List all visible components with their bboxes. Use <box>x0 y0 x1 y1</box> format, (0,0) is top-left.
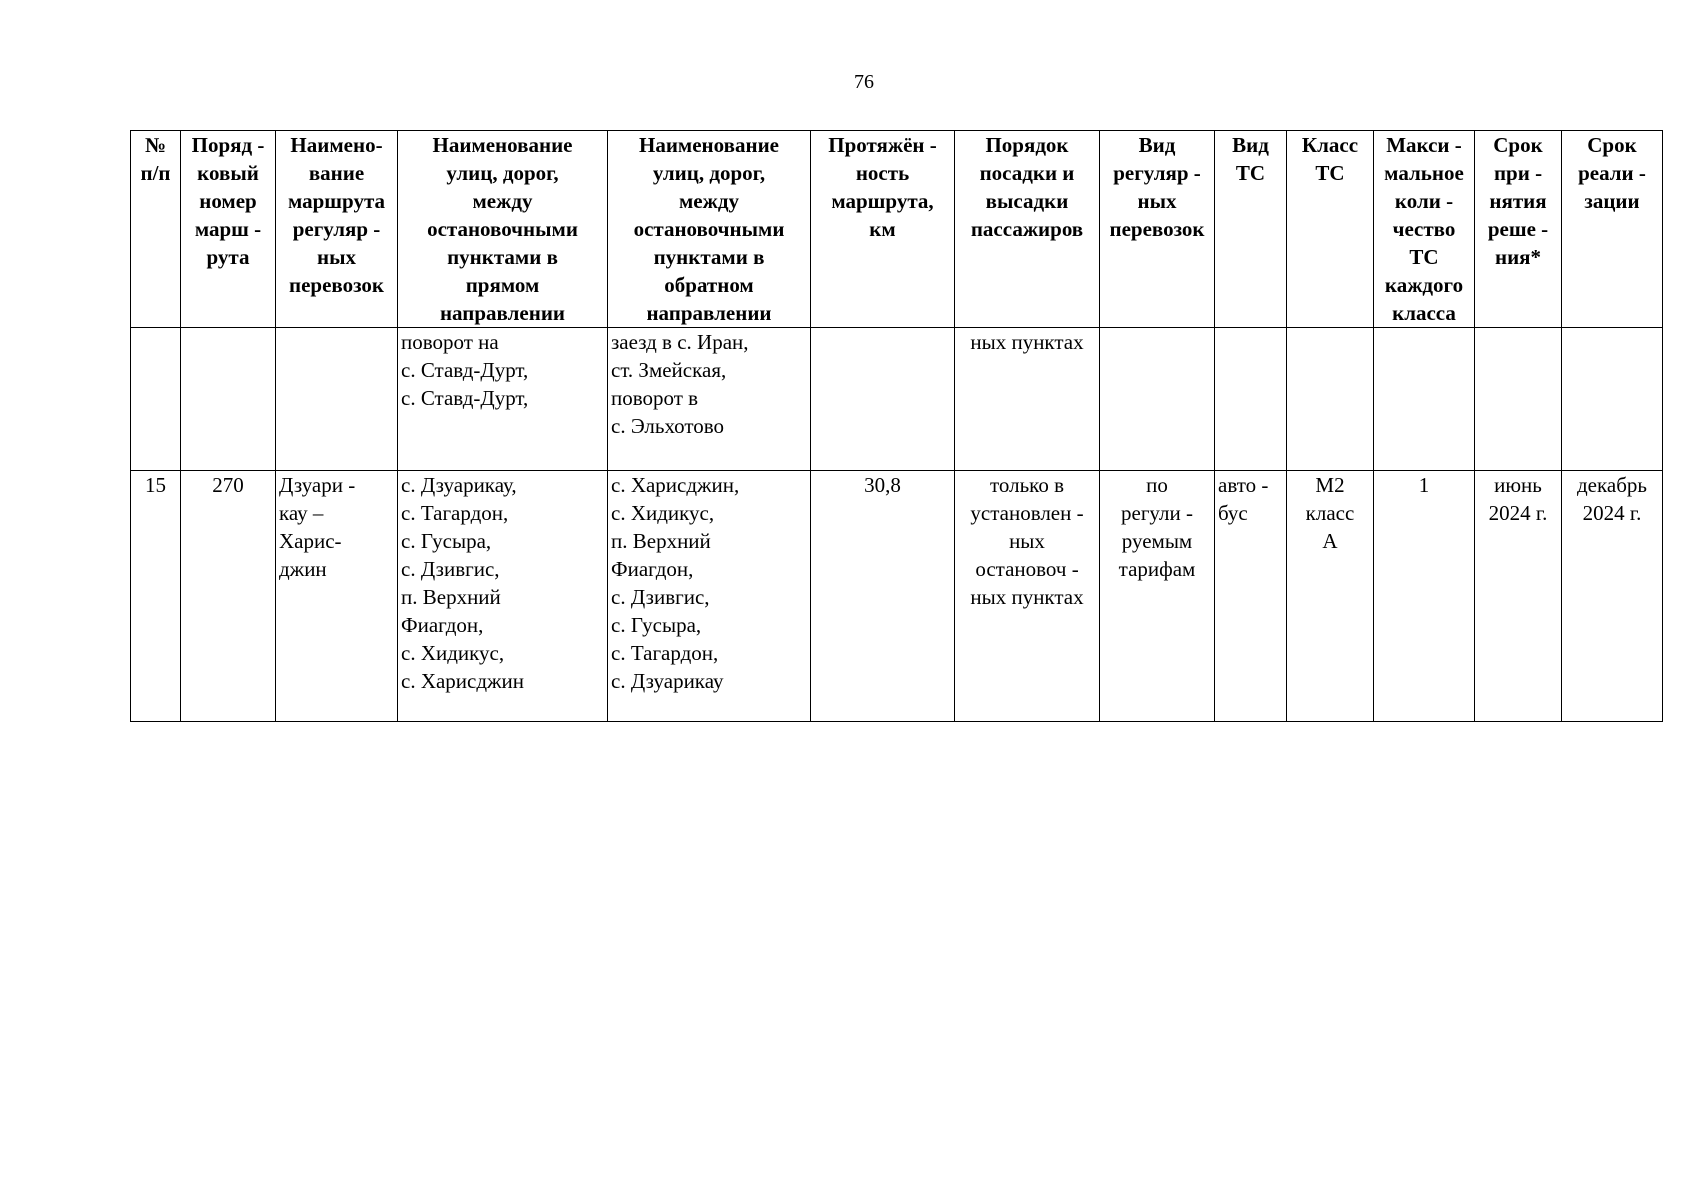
cell-line: 15 <box>145 473 166 497</box>
cell-line: с. Харисджин, <box>611 473 740 497</box>
header-line: Срок <box>1493 133 1543 157</box>
cell-line: п. Верхний <box>611 529 711 553</box>
cell-line: 30,8 <box>864 473 901 497</box>
cell-line: с. Дзуарикау <box>611 669 724 693</box>
header-line: ковый <box>197 161 259 185</box>
cell-col-implementation-date <box>1562 328 1663 471</box>
header-line: ность <box>855 161 910 185</box>
header-col-reverse-streets <box>608 131 811 328</box>
cell-col-order-number <box>181 328 276 471</box>
cell-line: декабрь <box>1577 473 1647 497</box>
header-line: Наимено- <box>290 133 383 157</box>
header-col-transport-type <box>1100 131 1215 328</box>
cell-col-forward-streets <box>398 328 608 471</box>
header-line: посадки и <box>979 161 1075 185</box>
header-line: Поряд - <box>191 133 265 157</box>
cell-line: 2024 г. <box>1488 501 1548 525</box>
cell-line: с. Эльхотово <box>611 414 725 438</box>
header-col-order-number <box>181 131 276 328</box>
header-line: нятия <box>1489 189 1547 213</box>
cell-line: с. Харисджин <box>401 669 525 693</box>
cell-col-forward-streets <box>398 471 608 722</box>
cell-line: класс <box>1305 501 1355 525</box>
header-col-decision-date <box>1475 131 1562 328</box>
header-col-vehicle-type <box>1215 131 1287 328</box>
cell-line: А <box>1322 529 1338 553</box>
header-line: направлении <box>439 301 566 325</box>
cell-line: поворот на <box>401 330 499 354</box>
cell-col-reverse-streets <box>608 328 811 471</box>
cell-line: только в <box>990 473 1064 497</box>
cell-line: Харис- <box>279 529 342 553</box>
header-line: пассажиров <box>970 217 1084 241</box>
header-line: Наименование <box>639 133 779 157</box>
cell-col-vehicle-type <box>1215 328 1287 471</box>
cell-col-max-vehicles <box>1374 471 1475 722</box>
cell-line: установлен - <box>970 501 1084 525</box>
table-row <box>131 328 1663 471</box>
header-col-route-length <box>811 131 955 328</box>
header-line: остановочными <box>633 217 785 241</box>
cell-line: тарифам <box>1118 557 1196 581</box>
header-line: маршрута, <box>831 189 934 213</box>
cell-col-order-number <box>181 471 276 722</box>
cell-line: 1 <box>1418 473 1430 497</box>
page-number: 76 <box>854 71 874 93</box>
header-line: Вид <box>1138 133 1176 157</box>
header-line: обратном <box>664 273 754 297</box>
cell-line: 2024 г. <box>1582 501 1642 525</box>
cell-line: ных пунктах <box>970 330 1084 354</box>
header-line: класса <box>1392 301 1456 325</box>
header-col-vehicle-class <box>1287 131 1374 328</box>
header-line: ТС <box>1315 161 1345 185</box>
header-line: № <box>144 133 167 157</box>
cell-col-vehicle-class <box>1287 471 1374 722</box>
cell-line: поворот в <box>611 386 699 410</box>
cell-col-boarding-order <box>955 471 1100 722</box>
header-line: пунктами в <box>447 245 558 269</box>
header-line: маршрута <box>287 189 386 213</box>
cell-line: заезд в с. Иран, <box>611 330 749 354</box>
cell-line: ных <box>1009 529 1045 553</box>
header-line: реали - <box>1578 161 1646 185</box>
cell-line: по <box>1146 473 1168 497</box>
cell-col-boarding-order <box>955 328 1100 471</box>
header-col-route-name <box>276 131 398 328</box>
table-body <box>131 328 1663 722</box>
header-col-boarding-order <box>955 131 1100 328</box>
cell-line: с. Ставд-Дурт, <box>401 358 529 382</box>
header-col-implementation-date <box>1562 131 1663 328</box>
cell-line: регули - <box>1121 501 1193 525</box>
cell-col-vehicle-type <box>1215 471 1287 722</box>
header-line: регуляр - <box>292 217 381 241</box>
header-line: рута <box>206 245 250 269</box>
header-line: реше - <box>1487 217 1549 241</box>
cell-line: ст. Змейская, <box>611 358 727 382</box>
header-line: коли - <box>1394 189 1454 213</box>
header-line: номер <box>199 189 257 213</box>
header-line: Порядок <box>985 133 1069 157</box>
cell-line: М2 <box>1315 473 1345 497</box>
cell-line: остановоч - <box>975 557 1079 581</box>
cell-col-route-length <box>811 471 955 722</box>
header-line: улиц, дорог, <box>652 161 766 185</box>
header-line: ных <box>317 245 356 269</box>
header-line: ТС <box>1235 161 1266 185</box>
header-line: каждого <box>1384 273 1464 297</box>
header-line: остановочными <box>427 217 578 241</box>
cell-line: кау – <box>279 501 324 525</box>
header-line: перевозок <box>1109 217 1205 241</box>
cell-col-max-vehicles <box>1374 328 1475 471</box>
header-line: направлении <box>646 301 772 325</box>
header-col-max-vehicles <box>1374 131 1475 328</box>
header-col-number <box>131 131 181 328</box>
header-line: между <box>679 189 739 213</box>
cell-col-vehicle-class <box>1287 328 1374 471</box>
cell-line: с. Дзивгис, <box>401 557 500 581</box>
header-col-forward-streets <box>398 131 608 328</box>
cell-line: авто - <box>1218 473 1269 497</box>
cell-line: с. Тагардон, <box>401 501 509 525</box>
header-line: перевозок <box>288 273 385 297</box>
header-line: ных <box>1137 189 1177 213</box>
header-line: чество <box>1392 217 1456 241</box>
cell-col-route-length <box>811 328 955 471</box>
cell-line: Фиагдон, <box>401 613 484 637</box>
header-line: мальное <box>1384 161 1464 185</box>
header-line: марш - <box>194 217 262 241</box>
cell-col-route-name <box>276 471 398 722</box>
cell-col-decision-date <box>1475 471 1562 722</box>
header-line: регуляр - <box>1113 161 1201 185</box>
cell-line: с. Гусыра, <box>611 613 702 637</box>
cell-line: с. Тагардон, <box>611 641 719 665</box>
cell-col-number <box>131 471 181 722</box>
header-line: Срок <box>1587 133 1637 157</box>
cell-line: с. Хидикус, <box>611 501 715 525</box>
cell-line: с. Ставд-Дурт, <box>401 386 529 410</box>
header-line: км <box>869 217 896 241</box>
header-line: ния* <box>1494 245 1542 269</box>
header-line: прямом <box>465 273 540 297</box>
cell-line: 270 <box>212 473 244 497</box>
header-line: высадки <box>985 189 1069 213</box>
cell-line: с. Дзуарикау, <box>401 473 517 497</box>
cell-line: п. Верхний <box>401 585 501 609</box>
cell-col-implementation-date <box>1562 471 1663 722</box>
cell-col-transport-type <box>1100 328 1215 471</box>
header-line: ТС <box>1409 245 1439 269</box>
header-line: Макси - <box>1386 133 1462 157</box>
header-line: улиц, дорог, <box>446 161 559 185</box>
cell-col-transport-type <box>1100 471 1215 722</box>
header-line: п/п <box>140 161 171 185</box>
cell-line: ных пунктах <box>970 585 1084 609</box>
header-line: между <box>472 189 533 213</box>
cell-col-decision-date <box>1475 328 1562 471</box>
cell-line: Дзуари - <box>279 473 356 497</box>
cell-line: июнь <box>1494 473 1542 497</box>
cell-line: руемым <box>1121 529 1193 553</box>
cell-line: с. Дзивгис, <box>611 585 710 609</box>
table-row <box>131 471 1663 722</box>
header-line: Вид <box>1232 133 1269 157</box>
cell-col-route-name <box>276 328 398 471</box>
table-header-row <box>131 131 1663 328</box>
header-line: при - <box>1493 161 1543 185</box>
header-line: пунктами в <box>653 245 765 269</box>
cell-col-number <box>131 328 181 471</box>
cell-line: с. Хидикус, <box>401 641 505 665</box>
cell-col-reverse-streets <box>608 471 811 722</box>
header-line: Протяжён - <box>828 133 937 157</box>
header-line: вание <box>308 161 365 185</box>
routes-table <box>130 130 1663 722</box>
cell-line: бус <box>1218 501 1248 525</box>
cell-line: с. Гусыра, <box>401 529 492 553</box>
header-line: Класс <box>1301 133 1359 157</box>
header-line: зации <box>1584 189 1640 213</box>
header-line: Наименование <box>432 133 573 157</box>
cell-line: Фиагдон, <box>611 557 694 581</box>
cell-line: джин <box>279 557 327 581</box>
